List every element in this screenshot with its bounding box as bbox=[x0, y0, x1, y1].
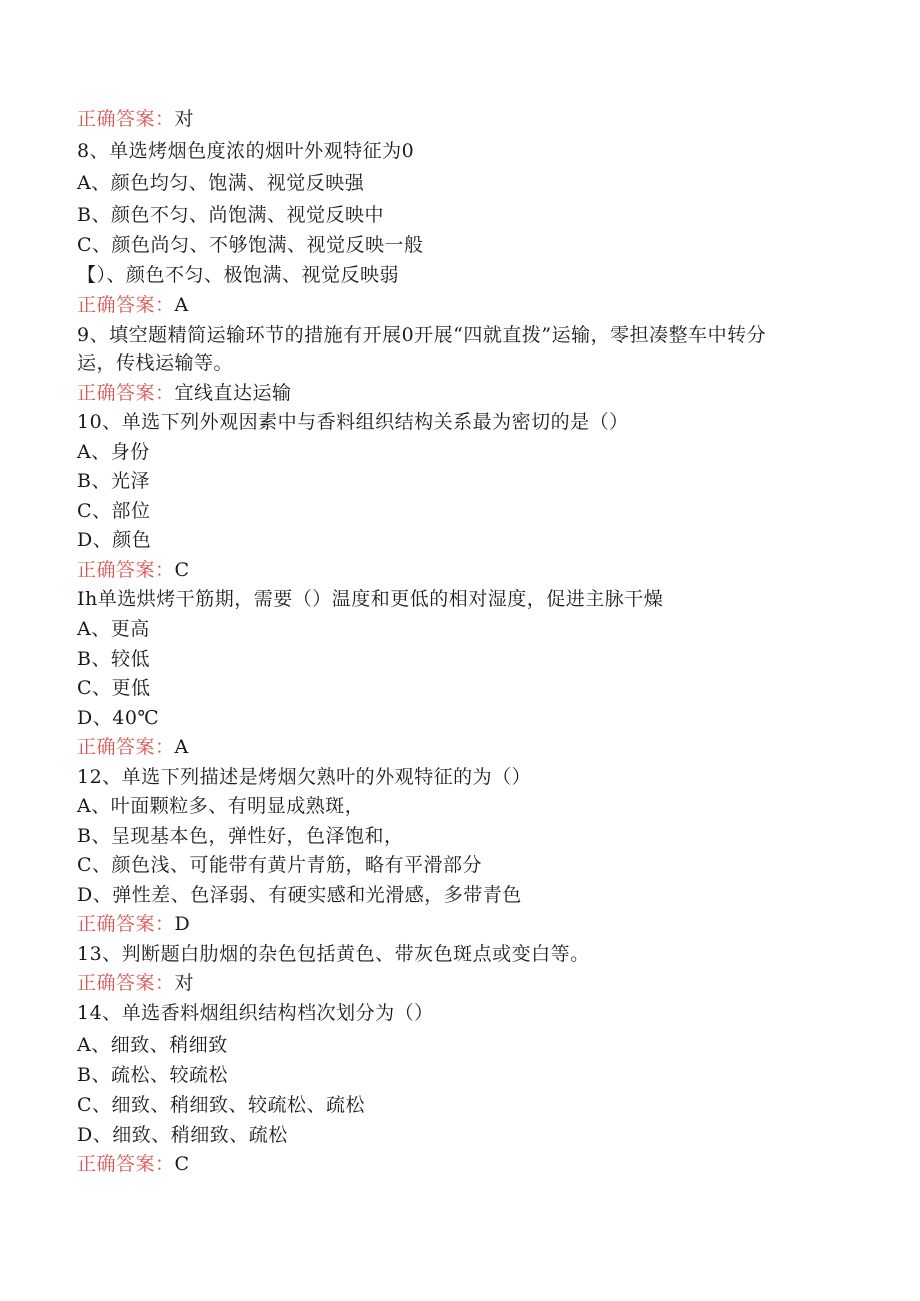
option-b: B、较低 bbox=[77, 648, 150, 670]
option-a: A、叶面颗粒多、有明显成熟斑， bbox=[77, 795, 365, 817]
question-text: 8、单选烤烟色度浓的烟叶外观特征为0 bbox=[77, 140, 415, 162]
option-b: B、呈现基本色，弹性好，色泽饱和， bbox=[77, 825, 404, 847]
option-d: D、弹性差、色泽弱、有硬实感和光滑感，多带青色 bbox=[77, 884, 522, 906]
answer-value: C bbox=[174, 559, 190, 581]
option-c: C、颜色浅、可能带有黄片青筋，略有平滑部分 bbox=[77, 854, 483, 876]
question-text: 9、填空题精简运输环节的措施有开展0开展“四就直拨”运输，零担凑整车中转分 bbox=[77, 324, 767, 346]
option-d: D、40℃ bbox=[77, 707, 160, 729]
answer-value: 对 bbox=[174, 972, 195, 994]
answer-label: 正确答案： bbox=[77, 382, 175, 404]
option-d: D、颜色 bbox=[77, 529, 152, 551]
question-text-continued: 运，传栈运输等。 bbox=[77, 352, 234, 374]
answer-line bbox=[77, 913, 190, 935]
answer-value: C bbox=[174, 1153, 190, 1175]
answer-line bbox=[77, 382, 292, 404]
answer-value: 宜线直达运输 bbox=[174, 382, 292, 404]
answer-label: 正确答案： bbox=[77, 108, 175, 130]
answer-label: 正确答案： bbox=[77, 736, 175, 758]
question-text: 13、判断题白肋烟的杂色包括黄色、带灰色斑点或变白等。 bbox=[77, 943, 590, 965]
answer-line bbox=[77, 294, 189, 316]
option-c: C、部位 bbox=[77, 500, 151, 522]
option-a: A、更高 bbox=[77, 618, 150, 640]
option-b: B、颜色不匀、尚饱满、视觉反映中 bbox=[77, 204, 384, 226]
answer-label: 正确答案： bbox=[77, 913, 175, 935]
answer-label: 正确答案： bbox=[77, 1153, 175, 1175]
answer-label: 正确答案： bbox=[77, 294, 175, 316]
answer-value: D bbox=[174, 913, 191, 935]
option-c: C、颜色尚匀、不够饱满、视觉反映一般 bbox=[77, 234, 424, 256]
option-d: 【）、颜色不匀、极饱满、视觉反映弱 bbox=[77, 264, 400, 286]
question-text: Ih单选烘烤干筋期，需要（）温度和更低的相对湿度，促进主脉干燥 bbox=[77, 588, 664, 610]
answer-value: 对 bbox=[174, 108, 195, 130]
answer-value: A bbox=[174, 736, 189, 758]
question-text: 12、单选下列描述是烤烟欠熟叶的外观特征的为（） bbox=[77, 766, 532, 788]
option-a: A、身份 bbox=[77, 441, 150, 463]
option-c: C、更低 bbox=[77, 677, 151, 699]
answer-line bbox=[77, 108, 194, 130]
option-a: A、细致、稍细致 bbox=[77, 1034, 228, 1056]
option-b: B、疏松、较疏松 bbox=[77, 1064, 228, 1086]
option-a: A、颜色均匀、饱满、视觉反映强 bbox=[77, 172, 365, 194]
answer-line bbox=[77, 736, 189, 758]
question-text: 10、单选下列外观因素中与香料组织结构关系最为密切的是（） bbox=[77, 411, 629, 433]
answer-line bbox=[77, 559, 190, 581]
question-text: 14、单选香料烟组织结构档次划分为（） bbox=[77, 1002, 434, 1024]
answer-value: A bbox=[174, 294, 189, 316]
answer-label: 正确答案： bbox=[77, 559, 175, 581]
option-b: B、光泽 bbox=[77, 470, 150, 492]
answer-line bbox=[77, 972, 194, 994]
answer-label: 正确答案： bbox=[77, 972, 175, 994]
answer-line bbox=[77, 1153, 190, 1175]
option-d: D、细致、稍细致、疏松 bbox=[77, 1124, 288, 1146]
option-c: C、细致、稍细致、较疏松、疏松 bbox=[77, 1094, 366, 1116]
